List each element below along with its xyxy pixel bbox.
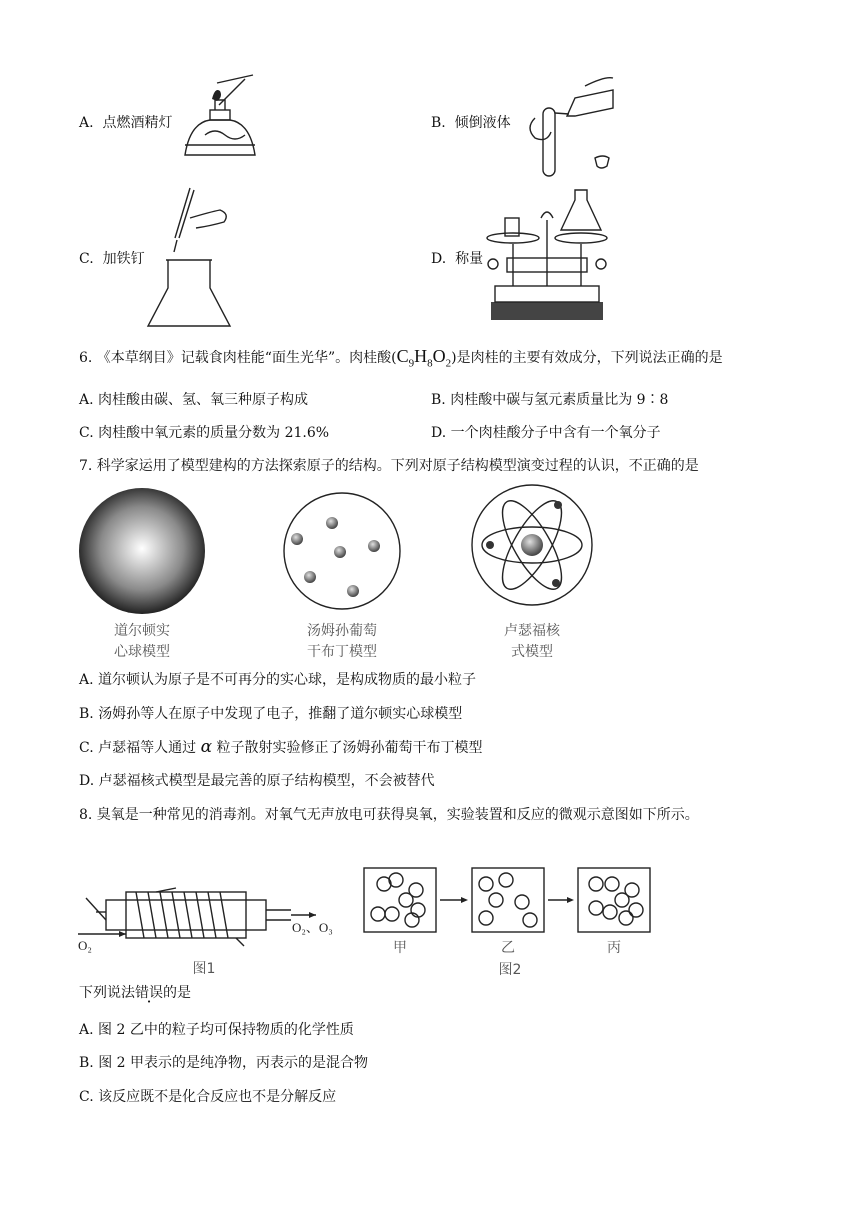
emphasis-word: 错误 [135, 985, 163, 1001]
q7-option-c: C. 卢瑟福等人通过 α 粒子散射实验修正了汤姆孙葡萄干布丁模型 [79, 737, 483, 757]
cinnamic-acid-formula: $C_9H_8O_2$ [396, 346, 452, 370]
q5-option-b: B. 倾倒液体 [431, 115, 511, 131]
alcohol-lamp-illustration [175, 75, 265, 175]
q5-option-c: C. 加铁钉 [79, 251, 145, 267]
q8-prompt: 下列说法错误的是 [79, 985, 191, 1001]
q5-option-a: A. 点燃酒精灯 [79, 115, 173, 131]
q7-option-a: A. 道尔顿认为原子是不可再分的实心球，是构成物质的最小粒子 [79, 672, 477, 688]
svg-text:乙: 乙 [501, 940, 515, 956]
svg-text:卢瑟福核: 卢瑟福核 [504, 623, 560, 639]
pouring-liquid-illustration [515, 68, 615, 183]
q8-stem: 8. 臭氧是一种常见的消毒剂。对氧气无声放电可获得臭氧，实验装置和反应的微观示意图如下所示。 [79, 807, 699, 823]
adding-iron-nail-illustration [140, 188, 240, 328]
ozone-generator-figure [76, 870, 336, 980]
q6-stem: 6. 《本草纲目》记载食肉桂能“面生光华”。肉桂酸$(C_9H_8O_2)$是肉桂的主要有效成分，下列说法正确的是 [79, 346, 723, 370]
q6-option-c: C. 肉桂酸中氧元素的质量分数为 21.6% [79, 425, 330, 441]
svg-text:甲: 甲 [393, 940, 407, 956]
balance-scale-illustration [483, 190, 633, 325]
svg-text:O₂: O₂ [78, 938, 92, 953]
svg-text:式模型: 式模型 [511, 644, 553, 660]
q7-option-d: D. 卢瑟福核式模型是最完善的原子结构模型，不会被替代 [79, 773, 435, 789]
q6-option-b: B. 肉桂酸中碳与氢元素质量比为 9∶8 [431, 392, 669, 408]
atom-models-figure [78, 485, 618, 665]
q8-option-c: C. 该反应既不是化合反应也不是分解反应 [79, 1089, 337, 1105]
q5-option-d: D. 称量 [431, 251, 484, 267]
svg-text:O₂、O₃: O₂、O₃ [292, 920, 333, 935]
dalton-solid-sphere [79, 488, 205, 614]
q7-stem: 7. 科学家运用了模型建构的方法探索原子的结构。下列对原子结构模型演变过程的认识，不正确的是 [79, 458, 699, 474]
svg-text:图1: 图1 [192, 961, 216, 977]
box-jia [364, 868, 436, 932]
q6-option-d: D. 一个肉桂酸分子中含有一个氧分子 [431, 425, 661, 441]
svg-text:干布丁模型: 干布丁模型 [307, 644, 377, 660]
q6-option-a: A. 肉桂酸由碳、氢、氧三种原子构成 [79, 392, 309, 408]
svg-text:道尔顿实: 道尔顿实 [114, 623, 170, 639]
svg-text:心球模型: 心球模型 [114, 644, 170, 660]
q8-option-b: B. 图 2 甲表示的是纯净物，丙表示的是混合物 [79, 1055, 369, 1071]
svg-text:汤姆孙葡萄: 汤姆孙葡萄 [307, 623, 377, 639]
svg-text:丙: 丙 [607, 940, 621, 956]
micro-reaction-diagram [360, 862, 660, 977]
svg-text:图2: 图2 [498, 962, 522, 978]
q7-option-b: B. 汤姆孙等人在原子中发现了电子，推翻了道尔顿实心球模型 [79, 706, 463, 722]
q8-option-a: A. 图 2 乙中的粒子均可保持物质的化学性质 [79, 1022, 354, 1038]
